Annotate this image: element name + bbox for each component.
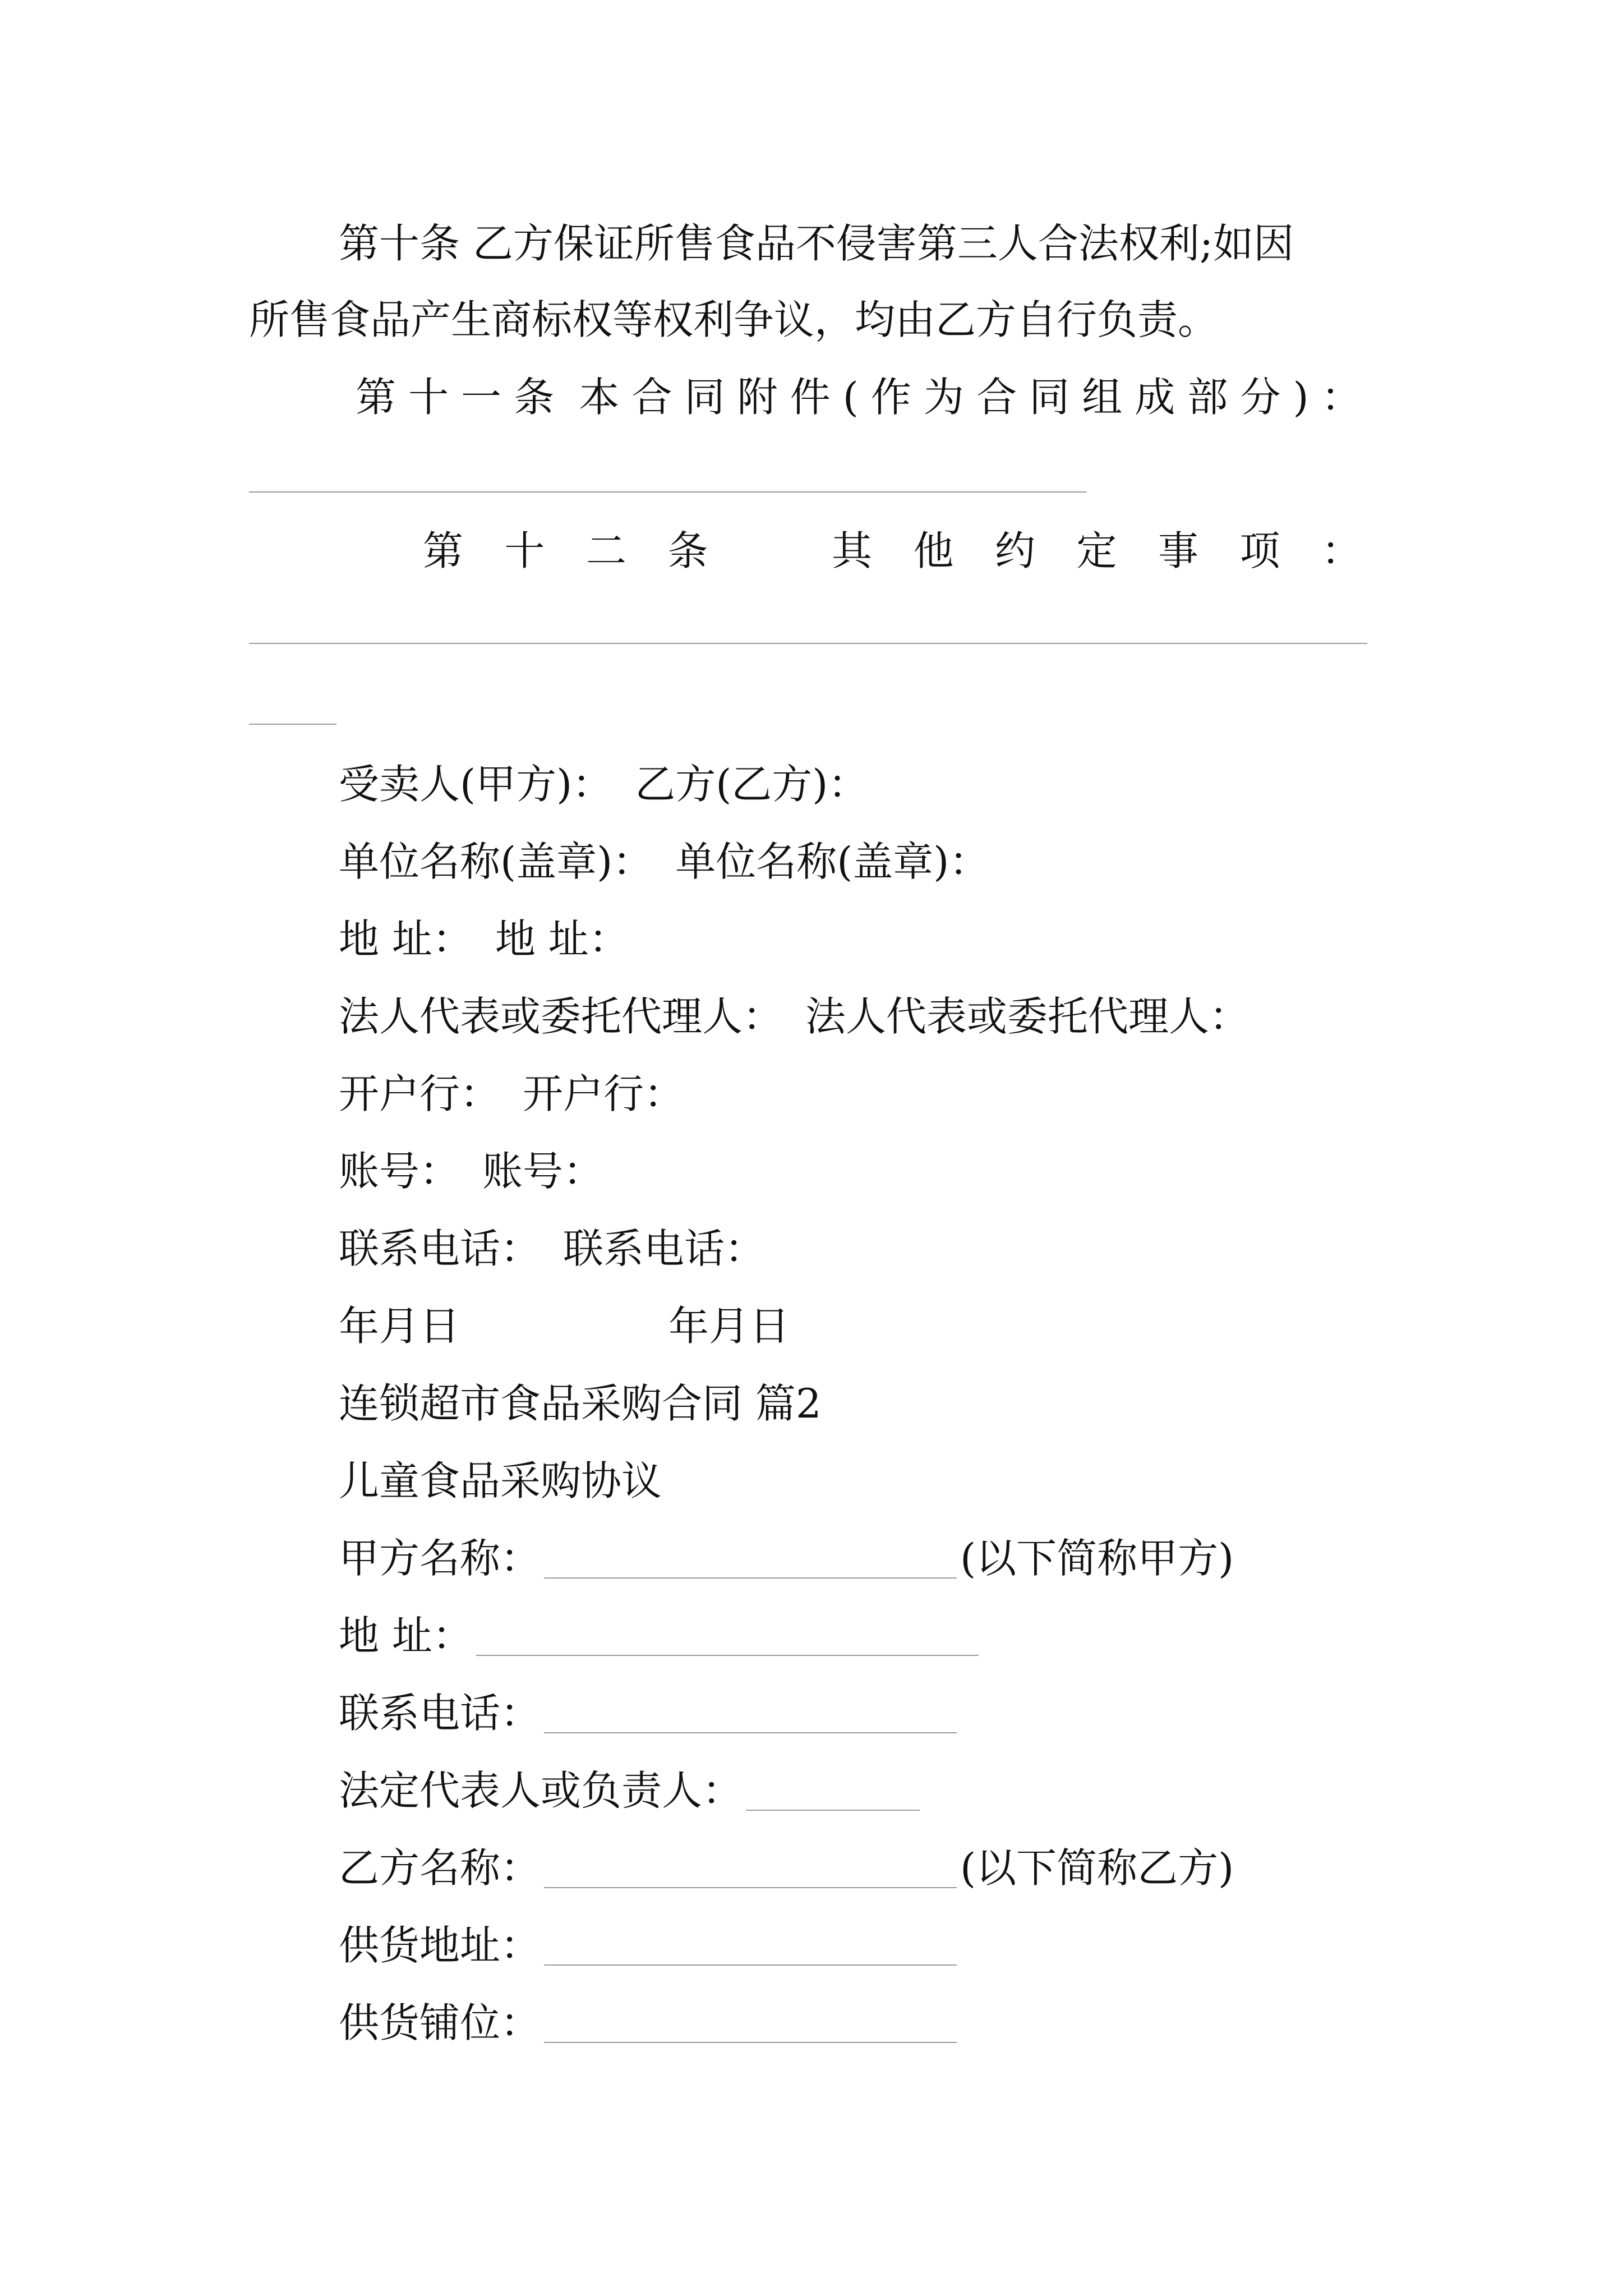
party-a-address-row bbox=[339, 1612, 982, 1659]
signature-buyer-row bbox=[339, 761, 869, 808]
party-a-rep-blank bbox=[746, 1776, 920, 1811]
signature-date-row bbox=[339, 1303, 790, 1350]
article-12-blank-line-end bbox=[249, 724, 336, 725]
party-a-address-field-label: 地 址： bbox=[339, 1612, 473, 1659]
party-a-address-blank bbox=[476, 1621, 979, 1656]
article-12-blank-line bbox=[249, 643, 1367, 644]
article-10-line-2: 所售食品产生商标权等权利争议，均由乙方自行负责。 bbox=[249, 296, 1219, 343]
article-12-line: 第 十 二 条 其 他 约 定 事 项 ： bbox=[423, 527, 1362, 574]
party-a-name-label: 甲方名称： bbox=[339, 1535, 541, 1582]
party-a-rep-row bbox=[339, 1767, 923, 1814]
supply-stall-row bbox=[339, 1999, 960, 2046]
party-b-label: 乙方(乙方)： bbox=[635, 761, 869, 808]
party-b-name-label: 乙方名称： bbox=[339, 1844, 541, 1892]
party-b-rep-label: 法人代表或委托代理人： bbox=[805, 993, 1250, 1040]
party-b-name-blank bbox=[544, 1853, 957, 1888]
party-a-unit-label: 单位名称(盖章)： bbox=[339, 838, 653, 885]
party-a-account-label: 账号： bbox=[339, 1148, 460, 1195]
party-a-label: 受卖人(甲方)： bbox=[339, 761, 613, 808]
party-a-phone-row bbox=[339, 1690, 960, 1737]
party-b-unit-label: 单位名称(盖章)： bbox=[675, 838, 990, 885]
signature-phone-row bbox=[339, 1225, 766, 1272]
party-a-date: 年月日 bbox=[339, 1303, 460, 1350]
supply-address-row bbox=[339, 1922, 960, 1969]
supply-stall-blank bbox=[544, 2008, 957, 2043]
signature-rep-row bbox=[339, 993, 1250, 1040]
party-a-name-row bbox=[339, 1535, 1234, 1582]
party-a-rep-field-label: 法定代表人或负责人： bbox=[339, 1767, 743, 1814]
section-2-heading: 连锁超市食品采购合同 篇2 bbox=[339, 1380, 822, 1427]
party-b-bank-label: 开户行： bbox=[523, 1070, 685, 1117]
party-b-address-label: 地 址： bbox=[495, 915, 629, 963]
signature-address-row bbox=[339, 915, 629, 963]
supply-address-blank bbox=[544, 1931, 957, 1966]
party-a-name-suffix: (以下简称甲方) bbox=[960, 1535, 1234, 1582]
party-a-rep-label: 法人代表或委托代理人： bbox=[339, 993, 783, 1040]
party-b-account-label: 账号： bbox=[482, 1148, 604, 1195]
signature-unit-row bbox=[339, 838, 990, 885]
party-a-bank-label: 开户行： bbox=[339, 1070, 501, 1117]
party-b-date: 年月日 bbox=[668, 1303, 790, 1350]
party-a-phone-label: 联系电话： bbox=[339, 1225, 541, 1272]
supply-stall-label: 供货铺位： bbox=[339, 1999, 541, 2046]
party-b-name-row bbox=[339, 1844, 1234, 1892]
party-a-address-label: 地 址： bbox=[339, 915, 473, 963]
party-a-phone-field-label: 联系电话： bbox=[339, 1690, 541, 1737]
article-11-blank-line bbox=[249, 491, 1087, 493]
party-a-phone-blank bbox=[544, 1699, 957, 1733]
article-11-line: 第 十 一 条 本 合 同 附 件 ( 作 为 合 同 组 成 部 分 ) ： bbox=[356, 374, 1362, 421]
party-b-phone-label: 联系电话： bbox=[563, 1225, 766, 1272]
section-2-title: 儿童食品采购协议 bbox=[339, 1457, 662, 1504]
signature-account-row bbox=[339, 1148, 604, 1195]
party-b-name-suffix: (以下简称乙方) bbox=[960, 1844, 1234, 1892]
party-a-name-blank bbox=[544, 1544, 957, 1579]
supply-address-label: 供货地址： bbox=[339, 1922, 541, 1969]
article-10-line-1: 第十条 乙方保证所售食品不侵害第三人合法权利;如因 bbox=[339, 220, 1294, 267]
signature-bank-row bbox=[339, 1070, 685, 1117]
